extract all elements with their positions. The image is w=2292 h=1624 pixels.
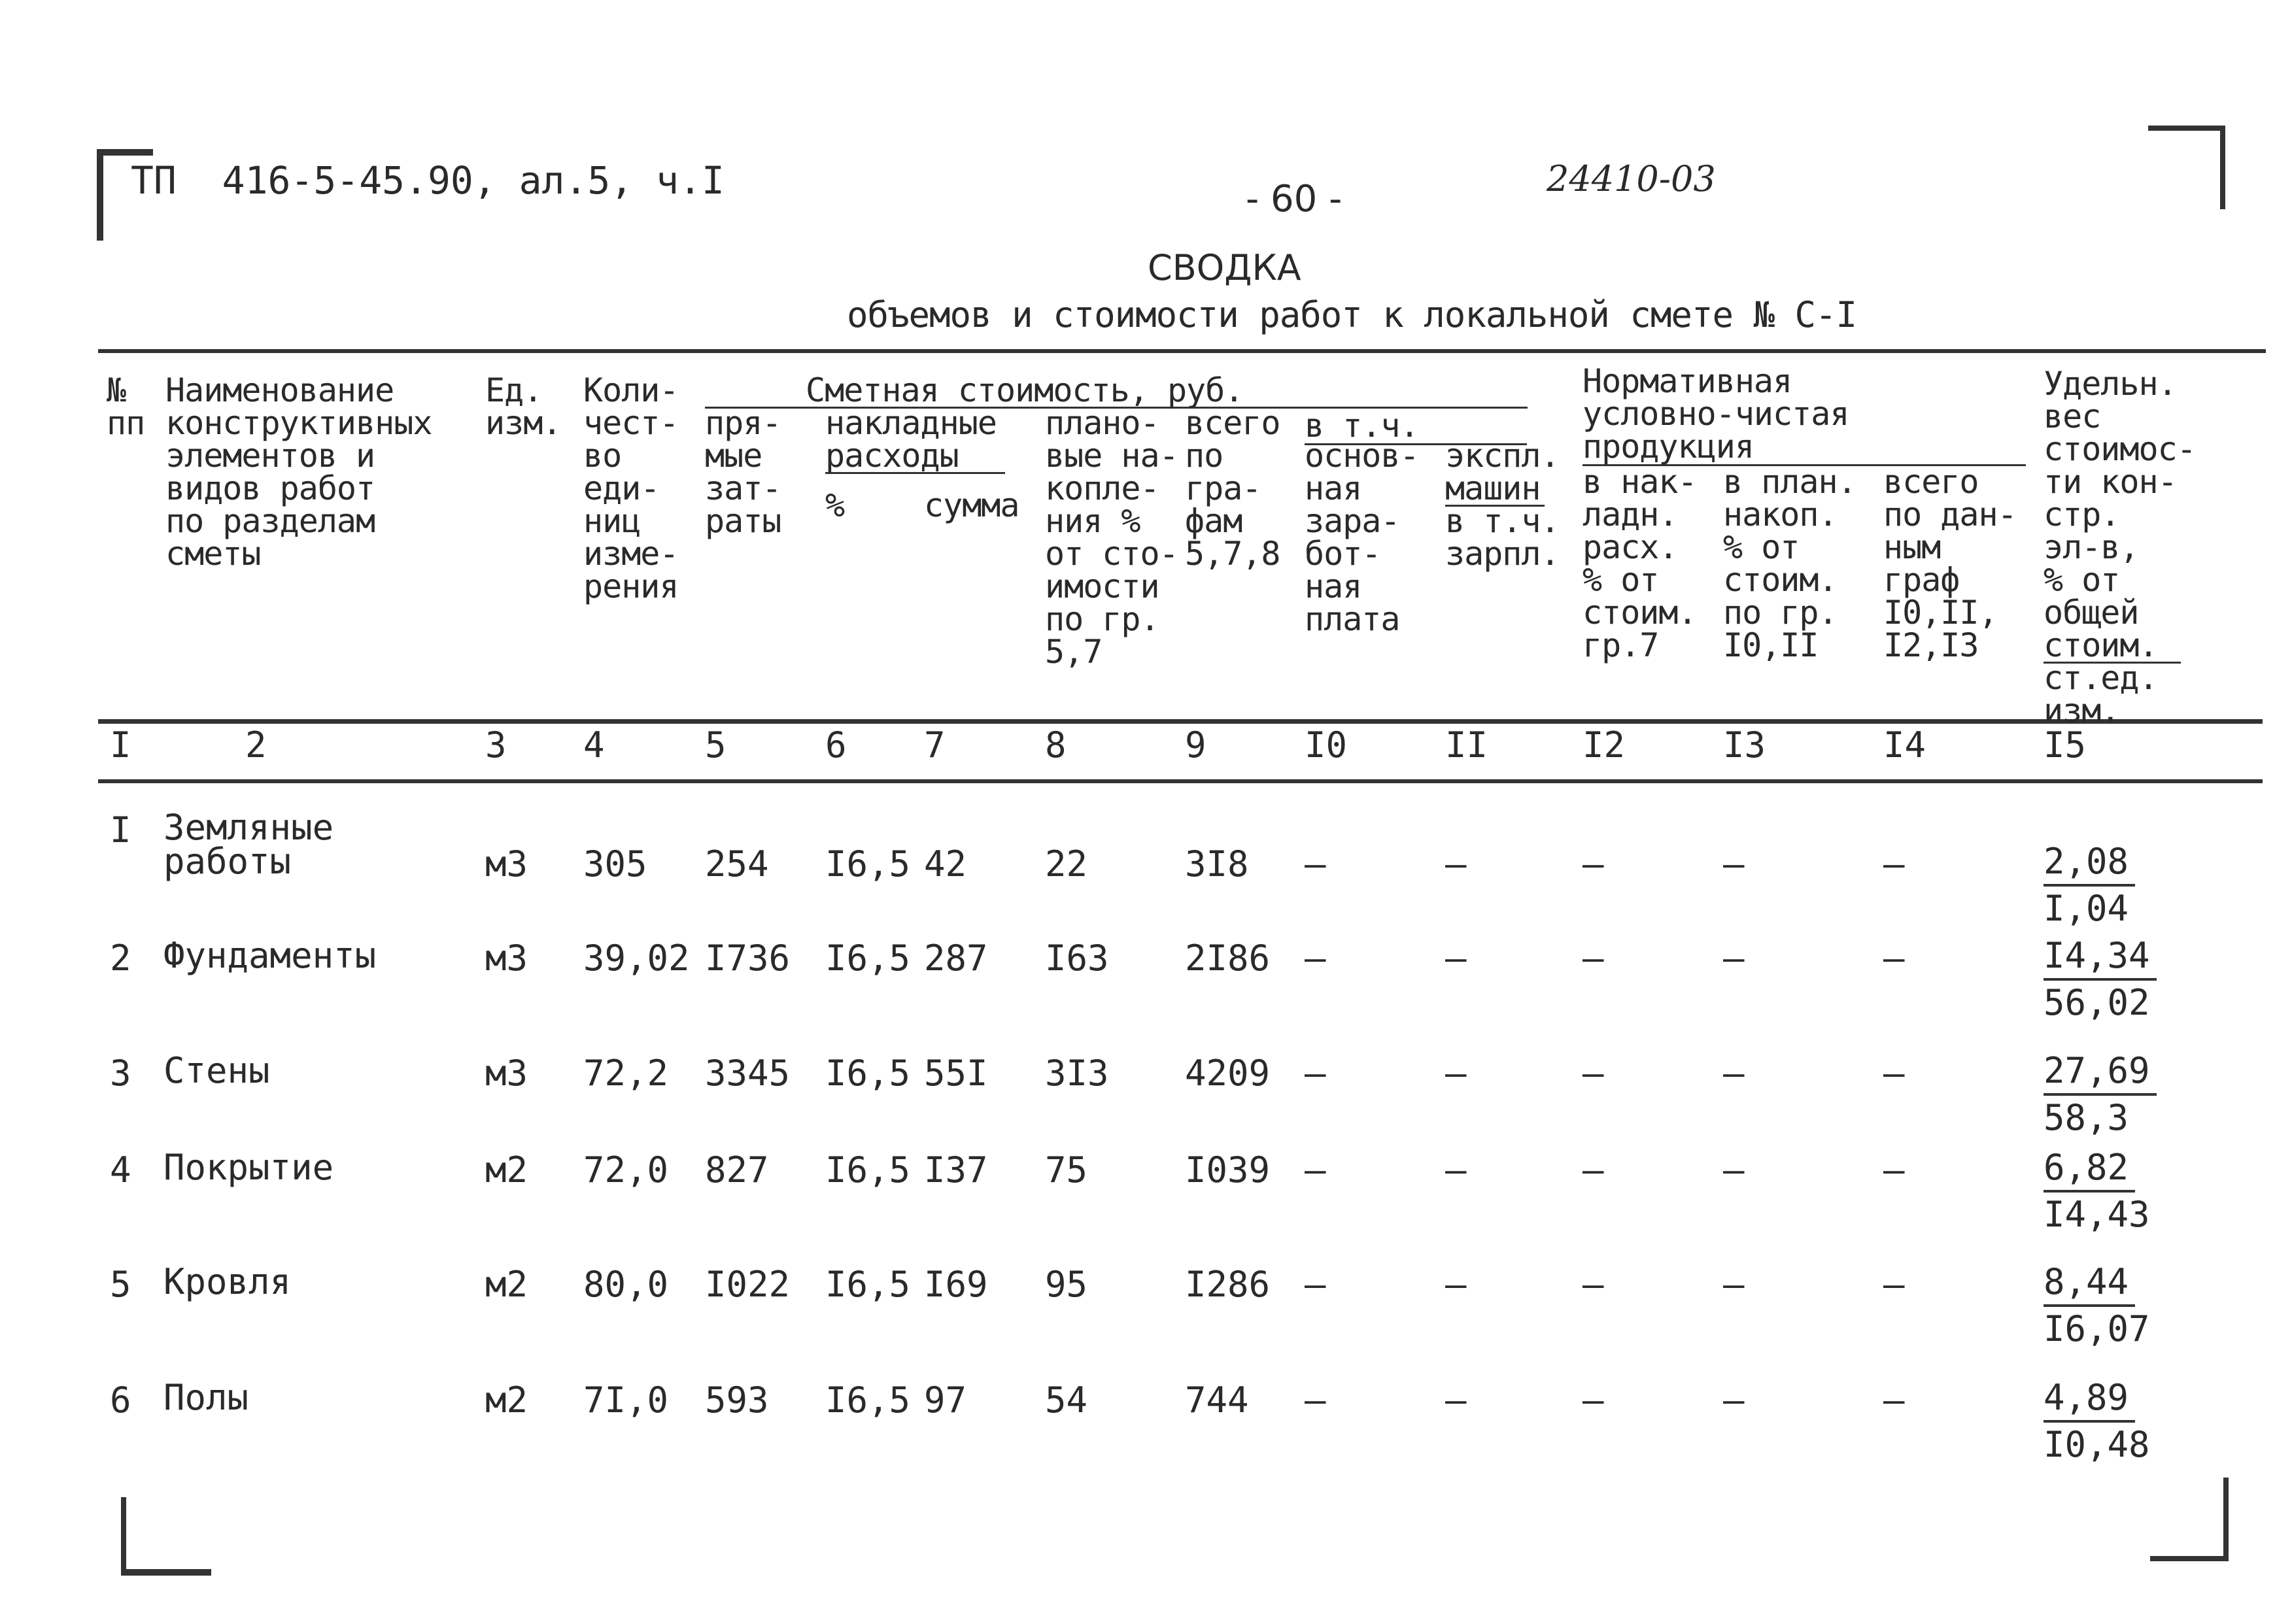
weight-denominator: I0,48 [2044,1424,2150,1465]
header-overhead: накладные расходы [825,404,997,475]
table-cell-qty: 72,2 [583,1053,669,1094]
weight-denominator: I4,43 [2044,1194,2150,1235]
table-cell-total: I286 [1185,1264,1271,1305]
table-cell-specific-weight [2044,934,2157,1025]
table-cell-specific-weight [2044,839,2135,931]
header-norm-overhead: в нак- ладн. расх. % от стоим. гр.7 [1582,463,1697,664]
table-cell-c11: – [1445,843,1467,885]
table-cell-qty: 39,02 [583,938,690,979]
table-cell-c12: – [1582,938,1604,979]
table-cell-c13: – [1723,1149,1745,1191]
table-cell-direct: I736 [705,938,791,979]
weight-numerator: I4,34 [2044,934,2157,981]
header-direct-costs: пря- мые зат- раты [705,404,781,540]
table-cell-c14: – [1883,1149,1905,1191]
table-cell-specific-weight [2044,1376,2150,1467]
corner-bracket-bottom-left [121,1497,211,1576]
header-bottom-rule [98,719,2263,724]
table-cell-name: Кровля [163,1261,292,1302]
table-cell-c12: – [1582,1053,1604,1094]
table-cell-name: Покрытие [163,1147,334,1188]
table-cell-direct: 593 [705,1379,769,1421]
summary-title: СВОДКА [1148,247,1301,288]
column-number: I0 [1305,724,1348,766]
corner-bracket-bottom-right [2150,1478,2229,1561]
header-overhead-sum: сумма [924,486,1019,524]
document-code: ТП 416-5-45.90, ал.5, ч.I [131,158,725,203]
table-cell-name: Стены [163,1050,270,1091]
colnumber-bottom-rule [98,779,2263,783]
table-cell-c13: – [1723,938,1745,979]
weight-numerator: 4,89 [2044,1376,2135,1423]
header-machine-operation: экспл. [1445,437,1560,475]
table-top-rule [98,349,2266,353]
table-cell-unit: м2 [485,1379,528,1421]
table-cell-name: Фундаменты [163,935,377,976]
column-number: I3 [1723,724,1766,766]
table-cell-c14: – [1883,1053,1905,1094]
table-cell-c10: – [1305,1053,1326,1094]
header-row-number: № пп [107,371,145,442]
weight-denominator: 56,02 [2044,982,2150,1023]
header-overhead-percent: % [825,486,845,524]
header-total: всего по гра- фам 5,7,8 [1185,404,1280,573]
table-cell-c10: – [1305,1264,1326,1305]
table-cell-c12: – [1582,843,1604,885]
corner-bracket-top-right [2148,126,2225,209]
page-number: - 60 - [1246,178,1343,220]
table-cell-c11: – [1445,1053,1467,1094]
table-cell-n: 6 [110,1379,131,1421]
table-cell-c10: – [1305,1379,1326,1421]
table-cell-n: 5 [110,1264,131,1305]
header-norm-planned: в план. накоп. % от стоим. по гр. I0,II [1723,463,1856,664]
table-cell-direct: I022 [705,1264,791,1305]
table-cell-name: Земляные работы [163,807,334,882]
table-cell-plan: 22 [1045,843,1088,885]
table-cell-n: 4 [110,1149,131,1191]
table-cell-c13: – [1723,1053,1745,1094]
table-cell-c11: – [1445,1379,1467,1421]
table-cell-qty: 72,0 [583,1149,669,1191]
header-cost-group: Сметная стоимость, руб. [806,371,1244,409]
table-cell-n: 3 [110,1053,131,1094]
table-cell-sum: 55I [924,1053,988,1094]
table-cell-c13: – [1723,843,1745,885]
table-cell-pct: I6,5 [825,843,911,885]
weight-denominator: I,04 [2044,888,2129,929]
table-cell-n: 2 [110,938,131,979]
table-cell-sum: 97 [924,1379,967,1421]
column-number: 7 [924,724,946,766]
header-machine-wages: в т.ч. зарпл. [1445,502,1560,573]
table-cell-unit: м2 [485,1264,528,1305]
table-cell-pct: I6,5 [825,1379,911,1421]
header-machine: машин [1445,469,1541,507]
table-cell-pct: I6,5 [825,1149,911,1191]
table-cell-c13: – [1723,1264,1745,1305]
header-normative-group: Нормативная условно-чистая продукция [1582,362,1849,465]
table-cell-c14: – [1883,938,1905,979]
header-planned-savings: плано- вые на- копле- ния % от сто- имости по гр. 5,7 [1045,404,1178,671]
table-cell-qty: 305 [583,843,647,885]
handwritten-number: 24410-03 [1547,158,1716,199]
header-specific-weight-unit: ст.ед. изм. [2044,659,2158,730]
table-cell-direct: 827 [705,1149,769,1191]
table-cell-sum: I37 [924,1149,988,1191]
table-cell-name: Полы [163,1377,249,1418]
header-specific-weight-cost: стоим. [2044,626,2158,664]
header-base-wages: основ- ная зара- бот- ная плата [1305,437,1419,638]
weight-numerator: 8,44 [2044,1260,2135,1307]
table-cell-specific-weight [2044,1260,2150,1351]
column-number: 5 [705,724,727,766]
table-cell-pct: I6,5 [825,1053,911,1094]
weight-numerator: 2,08 [2044,839,2135,887]
table-cell-c10: – [1305,1149,1326,1191]
header-norm-total: всего по дан- ным граф I0,II, I2,I3 [1883,463,2017,664]
table-cell-specific-weight [2044,1145,2150,1237]
table-cell-n: I [110,809,131,851]
table-cell-total: 3I8 [1185,843,1249,885]
weight-denominator: 58,3 [2044,1097,2129,1138]
table-cell-c14: – [1883,1264,1905,1305]
table-cell-plan: 3I3 [1045,1053,1109,1094]
column-number: I5 [2044,724,2087,766]
table-cell-plan: I63 [1045,938,1109,979]
table-cell-sum: I69 [924,1264,988,1305]
table-cell-plan: 75 [1045,1149,1088,1191]
table-cell-sum: 287 [924,938,988,979]
table-cell-c12: – [1582,1264,1604,1305]
table-cell-c12: – [1582,1379,1604,1421]
column-number: I4 [1883,724,1926,766]
column-number: 2 [245,724,267,766]
column-number: 9 [1185,724,1206,766]
header-quantity: Коли- чест- во еди- ниц изме- рения [583,371,679,605]
table-cell-total: 4209 [1185,1053,1271,1094]
column-number: II [1445,724,1488,766]
table-cell-direct: 3345 [705,1053,791,1094]
weight-numerator: 27,69 [2044,1049,2157,1096]
table-cell-unit: м2 [485,1149,528,1191]
column-number: 8 [1045,724,1067,766]
header-unit: Ед. изм. [485,371,562,442]
column-number: I2 [1582,724,1626,766]
table-cell-c10: – [1305,843,1326,885]
table-cell-specific-weight [2044,1049,2157,1140]
table-cell-total: 744 [1185,1379,1249,1421]
table-cell-total: 2I86 [1185,938,1271,979]
table-cell-c11: – [1445,1264,1467,1305]
table-cell-c13: – [1723,1379,1745,1421]
table-cell-c14: – [1883,1379,1905,1421]
weight-numerator: 6,82 [2044,1145,2135,1193]
summary-subtitle: объемов и стоимости работ к локальной смете № С-I [847,294,1857,335]
table-cell-qty: 7I,0 [583,1379,669,1421]
table-cell-unit: м3 [485,938,528,979]
table-cell-unit: м3 [485,843,528,885]
header-element-name: Наименование конструктивных элементов и видов работ по разделам сметы [165,371,432,573]
table-cell-c12: – [1582,1149,1604,1191]
column-number: 6 [825,724,847,766]
table-cell-pct: I6,5 [825,1264,911,1305]
table-cell-c11: – [1445,1149,1467,1191]
table-cell-pct: I6,5 [825,938,911,979]
table-cell-c11: – [1445,938,1467,979]
weight-denominator: I6,07 [2044,1308,2150,1349]
column-number: 4 [583,724,605,766]
table-cell-sum: 42 [924,843,967,885]
table-cell-unit: м3 [485,1053,528,1094]
table-cell-total: I039 [1185,1149,1271,1191]
table-cell-plan: 95 [1045,1264,1088,1305]
table-cell-direct: 254 [705,843,769,885]
table-cell-qty: 80,0 [583,1264,669,1305]
table-cell-plan: 54 [1045,1379,1088,1421]
column-number: 3 [485,724,507,766]
header-including: в т.ч. [1305,407,1419,445]
column-number: I [110,724,131,766]
table-cell-c10: – [1305,938,1326,979]
table-cell-c14: – [1883,843,1905,885]
header-specific-weight: Удельн. вес стоимос- ти кон- стр. эл-в, % от общей [2044,365,2196,632]
